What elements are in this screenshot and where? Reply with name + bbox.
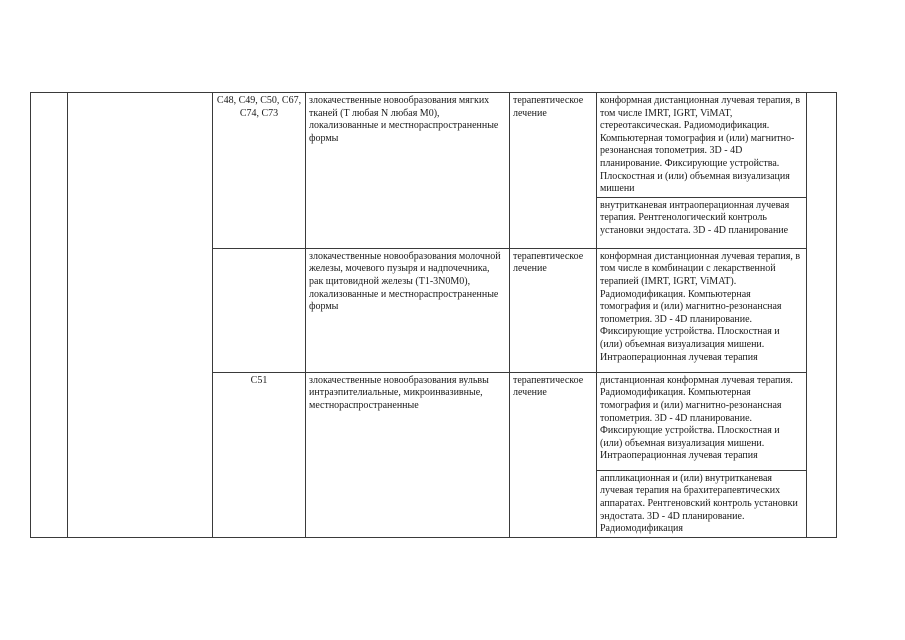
method-cell xyxy=(597,372,807,470)
treatment-type-cell xyxy=(510,248,597,372)
diagnosis-text: злокачественные новообразования молочной железы, мочевого пузыря и надпочечника, рак щитовидной железы (T1-3N0M0), локализованные и местнораспространенные формы xyxy=(309,250,501,313)
method-cell xyxy=(597,93,807,198)
icd-codes-text: C51 xyxy=(250,374,268,386)
treatment-type-text: терапевтическое лечение xyxy=(513,250,584,275)
method-cell xyxy=(597,248,807,372)
method-text: конформная дистанционная лучевая терапия, в том числе IMRT, IGRT, ViMAT, стереотаксическая. Радиомодификация. Компьютерная томография и (или) магнитно-резонансная топометрия. 3D - 4D планирование. Фиксирующие устройства. Плоскостная и (или) объемная визуализация мишени xyxy=(600,95,801,195)
icd-codes-text: C48, C49, C50, C67, C74, C73 xyxy=(216,95,302,119)
treatment-type-text: терапевтическое лечение xyxy=(513,95,584,119)
treatment-type-cell xyxy=(510,372,597,537)
diagnosis-text: злокачественные новообразования мягких тканей (T любая N любая M0), локализованные и местнораспространенные формы xyxy=(309,95,499,144)
cost-cell xyxy=(807,93,837,538)
diagnosis-cell xyxy=(306,372,510,537)
medical-care-table xyxy=(30,92,837,538)
diagnosis-cell xyxy=(306,248,510,372)
diagnosis-text: злокачественные новообразования вульвы интраэпителиальные, микроинвазивные, местнораспространенные xyxy=(309,374,489,411)
treatment-type-cell xyxy=(510,93,597,249)
diagnosis-cell xyxy=(306,93,510,249)
method-cell xyxy=(597,470,807,537)
icd-codes-cell xyxy=(213,372,306,537)
method-text: дистанционная конформная лучевая терапия. Радиомодификация. Компьютерная томография и (или) магнитно-резонансная топометрия. 3D - 4D планирование. Фиксирующие устройства. Плоскостная и (или) объемная визуализация мишени. Интраоперационная лучевая терапия xyxy=(600,374,793,462)
number-cell xyxy=(31,93,68,538)
method-text: конформная дистанционная лучевая терапия, в том числе в комбинации с лекарственной терапией (IMRT, IGRT, ViMAT). Радиомодификация. Компьютерная томография и (или) магнитно-резонансная топометрия. 3D - 4D планирование. Фиксирующие устройства. Плоскостная и (или) объемная визуализация мишени. Интраоперационная лучевая терапия xyxy=(600,250,801,363)
icd-codes-cell xyxy=(213,248,306,372)
icd-codes-cell xyxy=(213,93,306,249)
method-text: внутритканевая интраоперационная лучевая терапия. Рентгенологический контроль установки эндостата. 3D - 4D планирование xyxy=(600,199,790,236)
table-row xyxy=(31,93,837,198)
method-cell xyxy=(597,197,807,248)
care-type-cell xyxy=(68,93,213,538)
treatment-type-text: терапевтическое лечение xyxy=(513,374,584,399)
method-text: аппликационная и (или) внутритканевая лучевая терапия на брахитерапевтических аппаратах. Рентгеновский контроль установки эндостата. 3D - 4D планирование. Радиомодификация xyxy=(600,472,798,535)
